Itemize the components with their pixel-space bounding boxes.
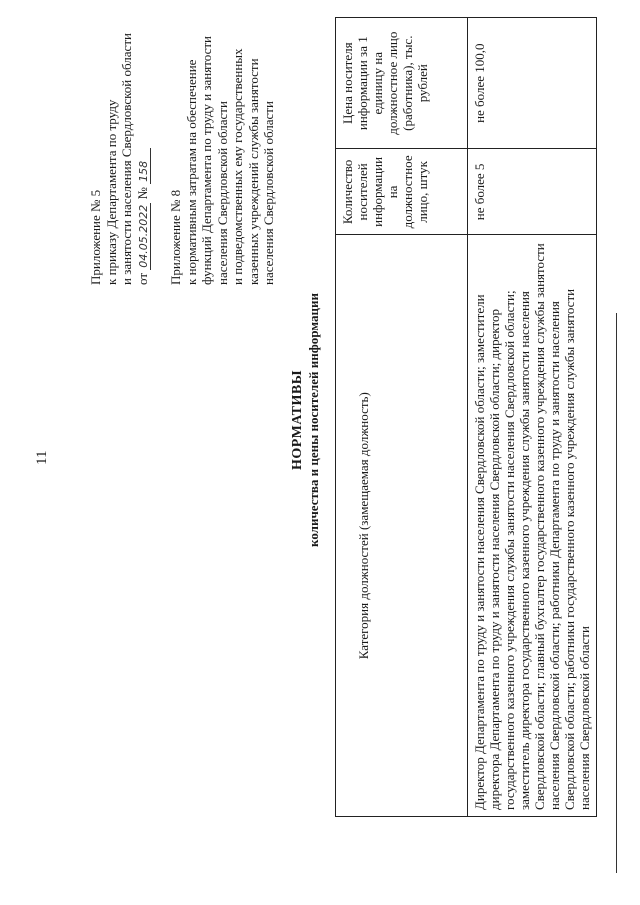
date-prefix: от	[134, 272, 150, 285]
appendix-5-date-line	[135, 0, 151, 285]
table-header-row	[336, 18, 468, 817]
cell-price: не более 100,0	[468, 18, 597, 149]
bottom-rule	[616, 313, 617, 873]
title-subheading: количества и цены носителей информации	[306, 293, 321, 547]
handwritten-date: 04.05.2022	[136, 204, 150, 268]
appendix-8-line: казенных учреждений службы занятости	[245, 58, 261, 285]
appendix-5-line: к приказу Департамента по труду	[103, 99, 119, 285]
title-heading: НОРМАТИВЫ	[290, 370, 305, 470]
document-title	[290, 215, 322, 625]
appendix-8-line: населения Свердловской области	[214, 101, 230, 285]
norms-table	[335, 17, 597, 817]
appendix-5-block	[88, 0, 151, 285]
handwritten-number: 158	[138, 148, 151, 184]
appendix-8-block	[168, 0, 277, 285]
appendix-8-line: населения Свердловской области	[261, 101, 276, 285]
header-category: Категория должностей (замещаемая должность)	[336, 235, 468, 817]
cell-category: Директор Департамента по труду и занятости населения Свердловской области; заместители директора Департамента по труду и занятости населения Свердловской области; директор государственного казенного учреждения службы занятости населения Свердловской области; заместитель директора государственного казенного учреждения службы занятости населения Свердловской области; главный бухгалтер государственного казенного учреждения службы занятости населения Свердловской области; работники Департамента по труду и занятости населения Свердловской области; работники государственного казенного учреждения службы занятости населения Свердловской области	[468, 235, 597, 817]
header-quantity: Количество носителей информации на должностное лицо, штук	[336, 149, 468, 235]
page-number: 11	[34, 450, 50, 465]
appendix-8-line: и подведомственных ему государственных	[230, 48, 245, 285]
appendix-8-title: Приложение № 8	[168, 189, 183, 285]
appendix-5-title: Приложение № 5	[88, 189, 103, 285]
appendix-8-line: к нормативным затратам на обеспечение	[183, 59, 199, 285]
number-prefix: №	[134, 187, 150, 200]
appendix-5-line: и занятости населения Свердловской области	[119, 33, 134, 285]
cell-quantity: не более 5	[468, 149, 597, 235]
appendix-8-line: функций Департамента по труду и занятости	[199, 36, 214, 285]
header-price: Цена носителя информации за 1 единицу на должностное лицо (работника), тыс. рублей	[336, 18, 468, 149]
table-row	[468, 18, 597, 817]
